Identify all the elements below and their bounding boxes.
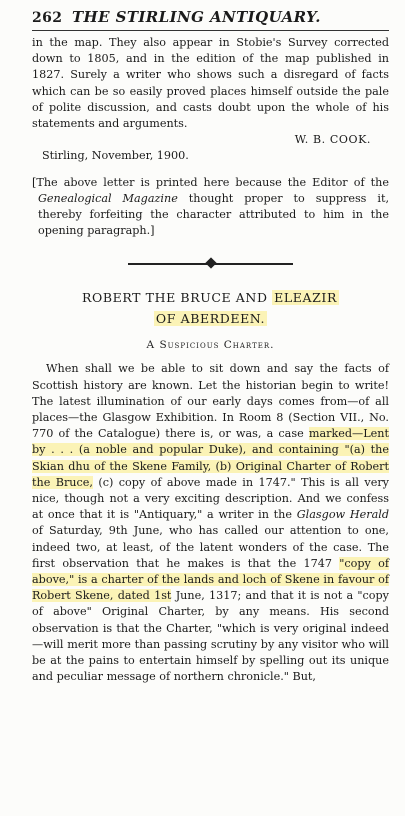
article-title [32, 287, 389, 329]
running-title: THE STIRLING ANTIQUARY. [72, 8, 321, 26]
article-body [32, 361, 389, 685]
editor-note [32, 175, 389, 240]
divider-diamond-icon [205, 258, 216, 269]
header-rule [32, 30, 389, 31]
article-italic-herald: Glasgow Herald [296, 508, 389, 522]
article-p1-tail: of Saturday, 9th June, who has called our attention to one, indeed two, at least, of the latent wonders of the case. The first observation that he makes is that the 1747 [32, 524, 389, 570]
article-p1-start: When shall we be able to sit down and say the facts of Scottish history are known. Let the historian begin to write! The latest illumination of our early days comes from—of all places—the Glasgow Exhibition. In Room 8 (Section VII., No. 770 of the Catalogue) there is, or was, a case [32, 362, 389, 441]
letter-conclusion [32, 35, 389, 165]
letter-body: in the map. They also appear in Stobie's Survey corrected down to 1805, and in the edition of the map published in 1827. Surely a writer who shows such a disregard of facts which can be so easily proved places himself outside the pale of polite discussion, and casts doubt upon the whole of his statements and arguments. [32, 36, 389, 131]
ornamental-divider [32, 257, 389, 271]
editor-note-text-1: [The above letter is printed here because the Editor of the [32, 175, 389, 189]
article-subtitle: A Suspicious Charter. [146, 339, 275, 352]
editor-note-italic: Genealogical Magazine [38, 191, 178, 205]
editor-note-text-2: thought proper to suppress it, thereby forfeiting the character attributed to him in the opening paragraph.] [38, 191, 389, 238]
article-highlight-2: "copy of above," is a charter of the lands and loch of Skene in favour of Robert Skene, dated 1st [32, 556, 389, 603]
article-title-highlight-2: OF ABERDEEN. [155, 311, 266, 327]
running-head [32, 8, 389, 30]
article-p1-mid: (c) copy of above made in 1747." This is all very nice, though not a very exciting description. And we confess at once that it is "Antiquary," a writer in the [32, 475, 389, 522]
article-title-main: ROBERT THE BRUCE AND [82, 290, 268, 306]
article-highlight-1: marked—Lent by . . . (a noble and popular Duke), and containing "(a) the Skian dhu of the Skene Family, (b) Original Charter of Robert the Bruce, [32, 427, 389, 489]
article-title-highlight-1: ELEAZIR [274, 290, 337, 306]
letter-signature: W. B. COOK. [294, 133, 371, 147]
letter-dateline: Stirling, November, 1900. [42, 149, 189, 163]
page-number: 262 [32, 10, 63, 26]
article-p1-after: June, 1317; and that it is not a "copy of above" Original Charter, by any means. His second observation is that the Charter, "which is very original indeed—will merit more than passing scrutiny by any visitor who will be at the pains to entertain himself by spelling out its unique and peculiar message of northern chronicle." But, [32, 589, 389, 684]
